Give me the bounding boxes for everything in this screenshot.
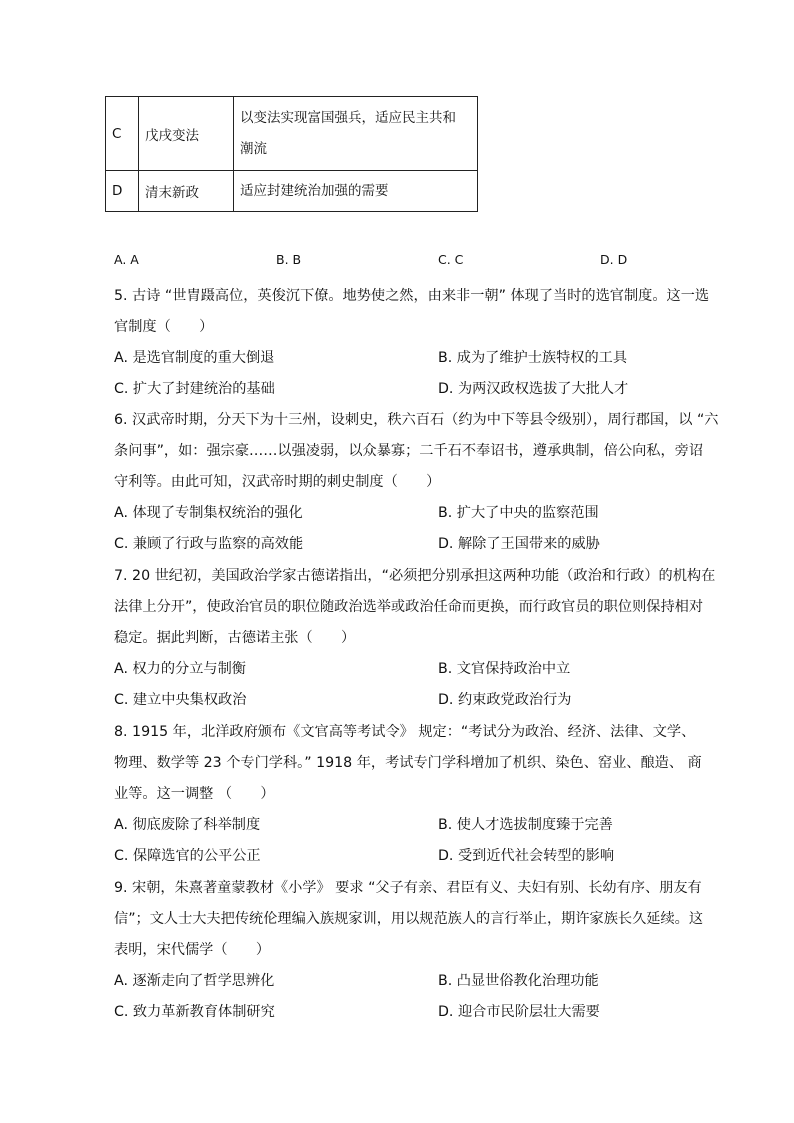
q6-option-a: A. 体现了专制集权统治的强化 <box>114 505 303 521</box>
q8-stem-line: 物理、数学等 23 个专门学科。” 1918 年，考试专门学科增加了机织、染色、窑业、酿造、 商 <box>114 755 702 771</box>
q6-option-c: C. 兼顾了行政与监察的高效能 <box>114 536 304 552</box>
q8-option-a: A. 彻底废除了科举制度 <box>114 817 261 833</box>
q7-option-b: B. 文官保持政治中立 <box>438 661 571 677</box>
q7-stem-line: 法律上分开”，使政治官员的职位随政治选举或政治任命而更换，而行政官员的职位则保持相对 <box>114 599 704 615</box>
q9-option-a: A. 逐渐走向了哲学思辨化 <box>114 973 275 989</box>
q4-option-d: D. D <box>600 252 628 267</box>
q5-option-b: B. 成为了维护士族特权的工具 <box>438 350 628 366</box>
q4-option-c: C. C <box>438 252 464 267</box>
q7-stem-line: 7. 20 世纪初，美国政治学家古德诺指出，“必须把分别承担这两种功能（政治和行政）的机构在 <box>114 568 716 584</box>
q4-option-a: A. A <box>114 252 139 267</box>
row-description-line: 潮流 <box>240 140 267 157</box>
q9-stem-line: 信”；文人士大夫把传统伦理编入族规家训，用以规范族人的言行举止，期许家族长久延续。这 <box>114 911 704 927</box>
q9-option-d: D. 迎合市民阶层壮大需要 <box>438 1004 600 1020</box>
q9-option-b: B. 凸显世俗教化治理功能 <box>438 973 599 989</box>
table-row <box>106 97 478 171</box>
options-table <box>105 96 478 212</box>
q7-option-d: D. 约束政党政治行为 <box>438 692 572 708</box>
q9-stem-line: 9. 宋朝，朱熹著童蒙教材《小学》 要求 “父子有亲、君臣有义、夫妇有别、长幼有序、朋友有 <box>114 880 702 896</box>
q7-option-c: C. 建立中央集权政治 <box>114 692 247 708</box>
q6-stem-line: 守利等。由此可知，汉武帝时期的刺史制度（ ） <box>114 474 441 490</box>
q8-option-b: B. 使人才选拔制度臻于完善 <box>438 817 613 833</box>
row-letter: C <box>106 97 139 171</box>
q9-option-c: C. 致力革新教育体制研究 <box>114 1004 275 1020</box>
q9-stem-line: 表明，宋代儒学（ ） <box>114 942 271 958</box>
row-letter: D <box>106 171 139 212</box>
q6-option-b: B. 扩大了中央的监察范围 <box>438 505 599 521</box>
q6-option-d: D. 解除了王国带来的威胁 <box>438 536 600 552</box>
q8-stem-line: 8. 1915 年，北洋政府颁布《文官高等考试令》 规定：“考试分为政治、经济、法律、文学、 <box>114 724 696 740</box>
q5-option-c: C. 扩大了封建统治的基础 <box>114 381 275 397</box>
q7-option-a: A. 权力的分立与制衡 <box>114 661 246 677</box>
q7-stem-line: 稳定。据此判断，古德诺主张（ ） <box>114 630 356 646</box>
row-description: 适应封建统治加强的需要 <box>234 171 478 212</box>
row-event: 戊戌变法 <box>139 97 234 171</box>
row-description <box>234 97 478 171</box>
q8-option-c: C. 保障选官的公平公正 <box>114 848 261 864</box>
q8-stem-line: 业等。这一调整 （ ） <box>114 786 275 802</box>
row-description-line: 以变法实现富国强兵，适应民主共和 <box>240 109 456 126</box>
q4-option-b: B. B <box>276 252 302 267</box>
q6-stem-line: 6. 汉武帝时期，分天下为十三州，设刺史，秩六百石（约为中下等县令级别），周行郡国，以 “六 <box>114 412 719 428</box>
q5-option-d: D. 为两汉政权选拔了大批人才 <box>438 381 629 397</box>
row-event: 清末新政 <box>139 171 234 212</box>
q5-stem-line: 5. 古诗 “世胄蹑高位，英俊沉下僚。地势使之然，由来非一朝” 体现了当时的选官制度。这一选 <box>114 288 710 304</box>
q5-option-a: A. 是选官制度的重大倒退 <box>114 350 275 366</box>
q8-option-d: D. 受到近代社会转型的影响 <box>438 848 615 864</box>
q6-stem-line: 条问事”，如：强宗豪……以强凌弱，以众暴寡；二千石不奉诏书，遵承典制，倍公向私，旁诏 <box>114 443 704 459</box>
table-row <box>106 171 478 212</box>
q5-stem-line: 官制度（ ） <box>114 319 214 335</box>
